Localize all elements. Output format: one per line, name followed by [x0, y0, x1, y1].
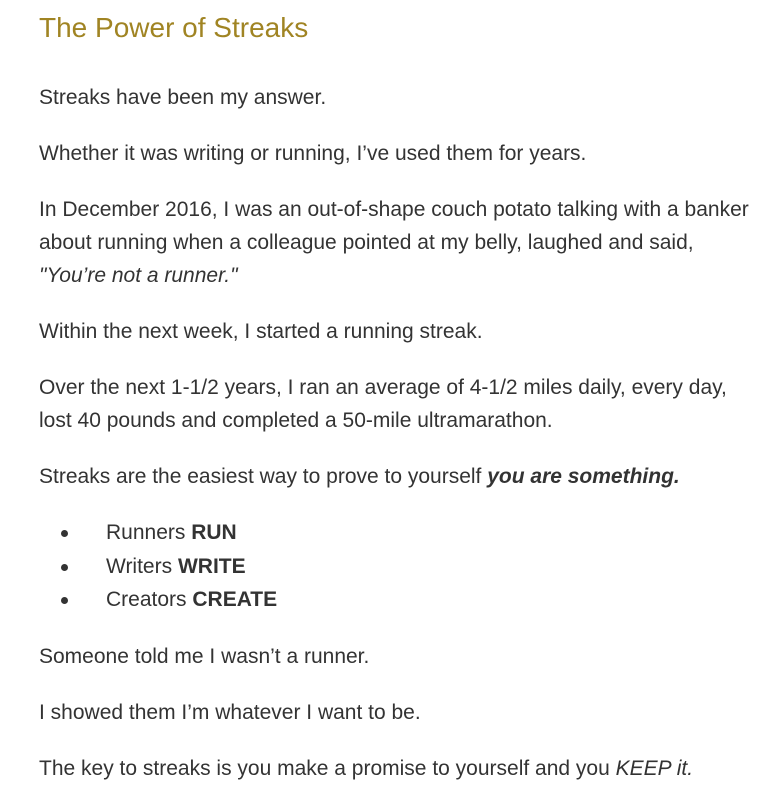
paragraph-results: Over the next 1-1/2 years, I ran an average of 4-1/2 miles daily, every day, lost 40 pounds and completed a 50-mile ultramarathon.: [39, 376, 727, 432]
list-item-text: Writers: [106, 554, 178, 578]
paragraph-writing-running: Whether it was writing or running, I’ve used them for years.: [39, 142, 587, 165]
list-item-bold: RUN: [191, 521, 237, 544]
paragraph-key-to-streaks: [39, 752, 759, 785]
list-item-text: Runners: [106, 521, 192, 544]
paragraph-showed-them: I showed them I’m whatever I want to be.: [39, 700, 421, 724]
emphasis-keep-it: KEEP it.: [615, 756, 694, 780]
bullet-dot-icon: [61, 564, 68, 571]
paragraph-december-text: In December 2016, I was an out-of-shape couch potato talking with a banker about running when a colleague pointed at my belly, laughed and said,: [39, 198, 749, 254]
paragraph-key-text: The key to streaks is you make a promise to yourself and you: [39, 756, 616, 780]
list-item: [39, 583, 759, 617]
list-item-bold: WRITE: [177, 554, 246, 578]
paragraph-started-streak: Within the next week, I started a running streak.: [39, 320, 483, 343]
bullet-dot-icon: [61, 530, 68, 537]
article-title: The Power of Streaks: [39, 12, 309, 43]
bullet-list: [39, 516, 759, 617]
list-item: [39, 550, 759, 584]
article: [39, 8, 759, 785]
paragraph-december-story: [39, 193, 759, 292]
paragraph-someone-told-me: Someone told me I wasn’t a runner.: [39, 644, 370, 668]
paragraph-prove-text: Streaks are the easiest way to prove to yourself: [39, 465, 488, 488]
paragraph-prove-yourself: [39, 460, 759, 493]
list-item-text: Creators: [106, 588, 193, 611]
paragraph-answer: Streaks have been my answer.: [39, 86, 327, 109]
list-item-bold: CREATE: [192, 588, 278, 611]
emphasis-you-are-something: you are something.: [487, 465, 680, 488]
list-item: [39, 516, 759, 550]
bullet-dot-icon: [61, 597, 68, 604]
quote-not-a-runner: "You’re not a runner.": [39, 264, 238, 287]
